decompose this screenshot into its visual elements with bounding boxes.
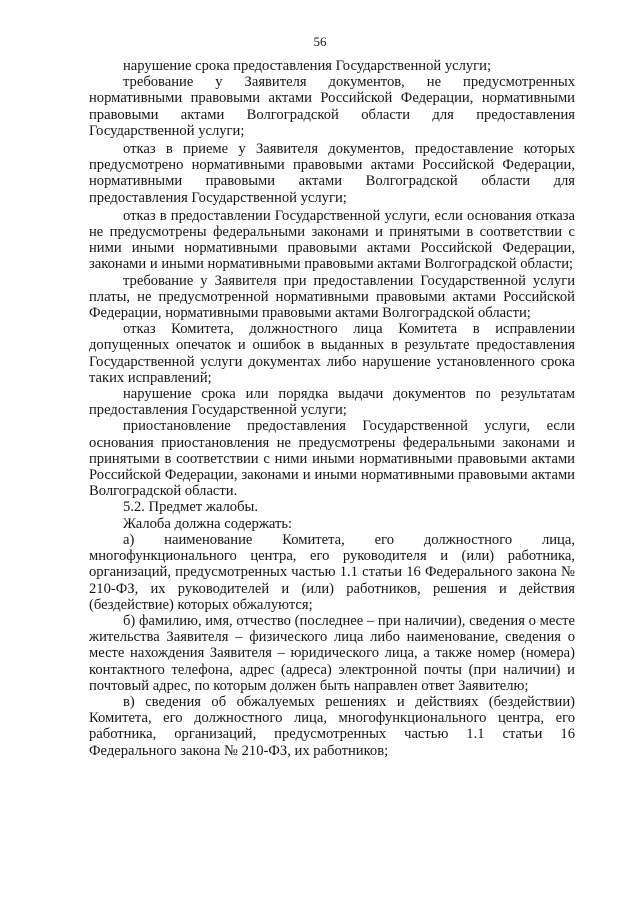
paragraph-issuance-violation: нарушение срока или порядка выдачи документов по результатам предоставления Государственной услуги; <box>89 386 575 419</box>
paragraph-fee-requirement: требование у Заявителя при предоставлении Государственной услуги платы, не предусмотренной нормативными правовыми актами Российской Федерации, нормативными правовыми актами Волгоградской области; <box>89 272 575 322</box>
document-body <box>89 58 575 759</box>
paragraph-suspension: приостановление предоставления Государственной услуги, если основания приостановления не предусмотрены федеральными законами и принятыми в соответствии с ними иными нормативными правовыми актами Российской Федерации, законами и иными нормативными правовыми актами Волгоградской области. <box>89 418 575 500</box>
page-number: 56 <box>313 34 327 49</box>
paragraph-refusal-service: отказ в предоставлении Государственной услуги, если основания отказа не предусмотрены федеральными законами и принятыми в соответствии с ними иными нормативными правовыми актами Российской Федерации, законами и иными нормативными правовыми актами Волгоградской области; <box>89 207 575 273</box>
paragraph-documents-requirement: требование у Заявителя документов, не предусмотренных нормативными правовыми актами Российской Федерации, нормативными правовыми актами Волгоградской области для предоставления Государственной услуги; <box>89 74 575 139</box>
section-heading-complaint-subject: 5.2. Предмет жалобы. <box>123 499 258 516</box>
paragraph-refusal-corrections: отказ Комитета, должностного лица Комитета в исправлении допущенных опечаток и ошибок в выданных в результате предоставления Государственной услуги документах либо нарушение установленного срока таких исправлений; <box>89 321 575 386</box>
paragraph-complaint-contents: Жалоба должна содержать: <box>123 515 293 532</box>
paragraph-violation-deadline: нарушение срока предоставления Государственной услуги; <box>123 58 492 74</box>
paragraph-refusal-acceptance: отказ в приеме у Заявителя документов, предоставление которых предусмотрено нормативными правовыми актами Российской Федерации, нормативными правовыми актами Волгоградской области для предоставления Государственной услуги; <box>89 141 575 206</box>
list-item-a: а) наименование Комитета, его должностного лица, многофункционального центра, его руководителя и (или) работника, организаций, предусмотренных частью 1.1 статьи 16 Федерального закона № 210-ФЗ, их руководителей и (или) работников, решения и действия (бездействие) которых обжалуются; <box>89 531 575 613</box>
list-item-b: б) фамилию, имя, отчество (последнее – при наличии), сведения о месте жительства Заявителя – физического лица либо наименование, сведения о месте нахождения Заявителя – юридического лица, а также номер (номера) контактного телефона, адрес (адреса) электронной почты (при наличии) и почтовый адрес, по которым должен быть направлен ответ Заявителю; <box>89 612 575 694</box>
list-item-v: в) сведения об обжалуемых решениях и действиях (бездействии) Комитета, его должностного лица, многофункционального центра, его работника, организаций, предусмотренных частью 1.1 статьи 16 Федерального закона № 210-ФЗ, их работников; <box>89 693 575 759</box>
